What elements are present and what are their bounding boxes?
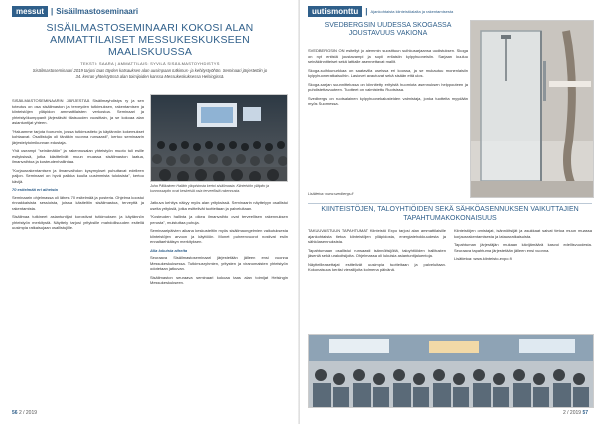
article-headline: SISÄILMASTOSEMINAARI KOKOSI ALAN AMMATTILAISET MESSUKESKUKSEEN MAALISKUUSSA <box>46 22 254 58</box>
section-name: messut <box>12 6 48 17</box>
subheading: Alla lukuisia aiheita <box>150 247 188 253</box>
expo-crowd-photo <box>308 334 594 408</box>
paragraph: Svedbergs on ruotsalainen kylpyhuonekalusteiden valmistaja, jonka tuotteita myydään myös Suomessa. <box>308 95 468 106</box>
article-byline: TEKSTI: SAARA | AMMATTILAIS: SYVILÄ SISÄILMASTOYHDISTYS <box>80 61 220 66</box>
paragraph: "Kosteuden hallinta ja oikea ilmanvaihto ovat terveellisen rakennuksen perusta", muistuttaa puhuja. <box>150 214 288 225</box>
page-number: 57 <box>582 410 588 416</box>
paragraph: SVEDBERGSIN ON esitellyt jo aiemmin suosittuun suihkusarjaansa uudistuksen. Skoga on nyt entistä joustavampi ja sopii erilaisiin kylpyhuoneisiin. Sarjaan kuuluu seinäkiinnitteiset sekä lattialle asennettavat mallit. <box>308 48 468 64</box>
section-name: uutismonttu <box>308 6 362 17</box>
page-footer <box>12 410 37 416</box>
page-footer <box>563 410 588 416</box>
section-subtitle: Ajankohtaista kiinteistöalalta ja rakentamisesta <box>370 9 454 14</box>
paragraph: Tapahtumaan osallistui runsaasti isännöitsijöitä, taloyhtiöiden hallitusten jäseniä sekä urakoitsijoita. Ohjelmassa oli lukuisia asiantuntijaluentoja. <box>308 247 446 258</box>
paragraph: Jatkuva kehitys näkyy myös alan yrityksissä. Seminaarin näyttelyyn osallistui useita yrityksiä, jotka esittelivät tuotteitaan ja palveluitaan. <box>150 200 288 211</box>
section-subtitle: Sisäilmastoseminaari <box>56 7 139 16</box>
paragraph: SISÄILMASTOSEMINAARIN JÄRJESTÄÄ Sisäilmayhdistys ry ja sen toteutus on osa sisäilmaston ja terveyden tutkimuksen, rakentamisen ja kiinteistöjen ylläpidon ammattilaisten verkostoa. Seminaari ja yhteistyökumppanit järjestävät tilaisuuden vuosittain, ja se kokoaa alan asiantuntijat yhteen. <box>12 98 144 125</box>
paragraph: Seminaarin ohjelmassa oli lähes 70 esitelmää ja posteria. Ohjelma koostui rinnakkaisista sessioista, joissa käsiteltiin sisäilmastoa, terveyttä ja rakentamista. <box>12 194 144 211</box>
photo-caption: Juha Pälikainen Halikin yliopistosta kertoi sisäilmasta. Kiinteistön ylläpito ja kunnossapito ovat keskeisiä osia terveellistä rakennusta. <box>150 184 270 193</box>
article-column-1 <box>12 98 144 404</box>
article-note: Lisätietoa: www.svedbergs.fi <box>308 192 354 196</box>
issue-label: 2 / 2019 <box>18 410 38 416</box>
article-column-2 <box>150 200 288 404</box>
paragraph: Näytteilleasettajat esittelivät uusimpia tuotteitaan ja palveluitaan. Kokonaisuus keräsi vierailijoita kolmena päivänä. <box>308 261 446 272</box>
article-lead: Sisäilmastoseminaari 2019 tarjosi taas täyden katsauksen alan uusimpaan tutkimus- ja kehitystyöhön. Seminaari järjestettiin jo 34. kerran yhteistyössä alan toimijoiden kanssa Messukeskuksessa Helsingissä. <box>32 68 268 79</box>
paragraph: Yhä useampi "seinämätön" ja rakennusalan yhteistyön muoto tuli esille esityksissä, jotka käsittelivät muun muassa sisäilmaston laatua, ilmanvaihtoa ja kosteudenhallintaa. <box>12 148 144 164</box>
paragraph: Sisäilmaston seuraava seminaari kokoaa taas alan toimijat Helsingin Messukeskukseen. <box>150 274 288 285</box>
article-column-r2a <box>308 228 446 332</box>
paragraph: "Korjausrakentamisen ja ilmanvaihdon kysymykset puhuttavat edelleen paljon. Seminaari on hyvä paikka kuulla uusimmista tuloksista", kertoo kävijä. <box>12 167 144 184</box>
seminar-photo <box>150 94 288 182</box>
paragraph: Sisäilmaa tutkineet asiantuntijat korostivat tutkimuksen ja käytännön yhteistyön merkitystä. Näyttely tarjosi yrityksille mahdollisuuden esitellä uusimpia ratkaisujaan osallistujille. <box>12 214 144 230</box>
shower-product-photo <box>470 20 594 198</box>
article-column-r2b <box>454 228 592 332</box>
article-column-r1 <box>308 48 468 190</box>
article-divider <box>308 203 592 204</box>
paragraph: Tapahtuman järjestäjän mukaan kävijämäärä kasvoi edellisvuodesta. Seuraava tapahtuma järjestetään jälleen ensi vuonna. <box>454 242 592 253</box>
issue-label: 2 / 2019 <box>562 410 582 416</box>
paragraph: Skoga-suihkunurkkaa on saatavilla useissa eri koossa, ja se mukautuu monenlaisiin kylpyhuoneratkaisuihin. Lasiovet avautuvat sekä sisään että ulos. <box>308 67 468 78</box>
paragraph: TAKUUVASTUUN TAPAHTUMAT Kiinteistö Expo tarjosi alan ammattilaisille ajankohtaista tietoa kiinteistöjen ylläpidosta, energiatehokkuudesta ja sähköasennuksista. <box>308 228 446 244</box>
paragraph: Skoga-sarjan suunnittelussa on kiinnitetty erityistä huomiota asennuksen helppouteen ja puhdistettavuuteen. Tuotteet on valmistettu Ruotsissa. <box>308 81 468 92</box>
paragraph: "Haluamme tarjota foorumin, jossa tutkimustieto ja käytännön kokemukset kohtaavat. Osallistujia oli tänäkin vuonna runsaasti", kertoo seminaarin järjestelytoimikunnan edustaja. <box>12 128 144 145</box>
paragraph: Kiinteistöjen omistajat, isännöitsijät ja asukkaat saivat tietoa muun muassa korjausrakentamisesta ja latausratkaisuista. <box>454 228 592 239</box>
section-header-right: uutismonttu | Ajankohtaista kiinteistöalalta ja rakentamisesta <box>308 6 453 17</box>
page-number: 56 <box>12 410 18 416</box>
article-headline: SVEDBERGSIN UUDESSA SKOGASSA JOUSTAVUUS VAKIONA <box>324 22 452 38</box>
paragraph: Seuraava Sisäilmastoseminaari järjestetään jälleen ensi vuonna Messukeskuksessa. Tutkimusryhmien, yritysten ja viranomaisten yhteistyön odotetaan jatkuvan. <box>150 255 288 271</box>
paragraph: Lisätietoa: www.kiinteisto-expo.fi <box>454 256 512 261</box>
article-headline: KIINTEISTÖJEN, TALOYHTIÖIDEN SEKÄ SÄHKÖASENNUKSEN VAIKUTTAJIEN TAPAHTUMAKOKONAISUUS <box>321 206 579 222</box>
section-header-left: messut | Sisäilmastoseminaari <box>12 6 138 17</box>
subheading: 70 esitelmää eri aiheista <box>12 187 58 192</box>
paragraph: Seminaaripäivien aikana keskusteltiin myös sisäilmaongelmien vaikutuksesta kiinteistöjen arvoon ja käyttöön. Monet puheenvuorot nostivat esiin ennaltaehkäisyn merkityksen. <box>150 228 288 244</box>
